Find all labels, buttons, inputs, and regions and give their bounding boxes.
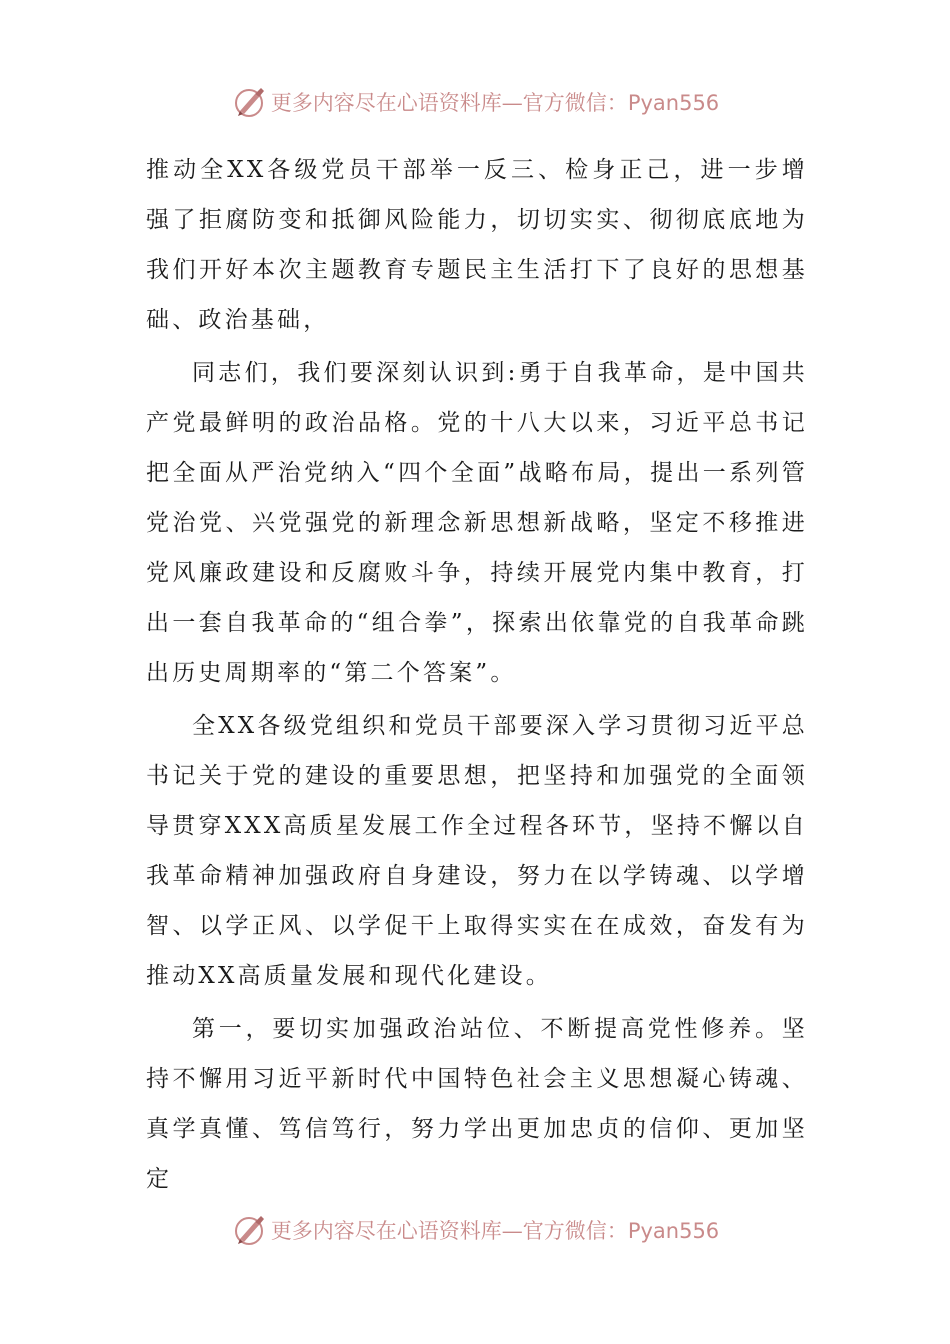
watermark-header bbox=[0, 80, 950, 124]
paragraph-2: 同志们，我们要深刻认识到:勇于自我革命，是中国共产党最鲜明的政治品格。党的十八大以来，习近平总书记把全面从严治党纳入“四个全面”战略布局，提出一系列管党治党、兴党强党的新理念新思想新战略，坚定不移推进党风廉政建设和反腐败斗争，持续开展党内集中教育，打出一套自我革命的“组合拳”，探索出依靠党的自我革命跳出历史周期率的“第二个答案”。 bbox=[146, 360, 808, 686]
paragraph-1: 推动全XX各级党员干部举一反三、检身正己，进一步增强了拒腐防变和抵御风险能力，切切实实、彻彻底底地为我们开好本次主题教育专题民主生活打下了良好的思想基础、政治基础， bbox=[146, 157, 808, 333]
watermark-footer bbox=[0, 1208, 950, 1252]
paragraph-3: 全XX各级党组织和党员干部要深入学习贯彻习近平总书记关于党的建设的重要思想，把坚持和加强党的全面领导贯穿XXX高质星发展工作全过程各环节，坚持不懈以自我革命精神加强政府自身建设，努力在以学铸魂、以学增智、以学正风、以学促干上取得实实在在成效，奋发有为推动XX高质量发展和现代化建设。 bbox=[146, 713, 808, 989]
watermark-text: 更多内容尽在心语资料库—官方微信：Pyan556 bbox=[270, 1219, 720, 1243]
document-body bbox=[146, 145, 808, 1204]
pen-logo-icon bbox=[231, 84, 267, 120]
watermark-text: 更多内容尽在心语资料库—官方微信：Pyan556 bbox=[270, 91, 720, 115]
paragraph-4: 第一，要切实加强政治站位、不断提高党性修养。坚持不懈用习近平新时代中国特色社会主义思想凝心铸魂、真学真懂、笃信笃行，努力学出更加忠贞的信仰、更加坚定 bbox=[146, 1016, 808, 1192]
pen-logo-icon bbox=[231, 1212, 267, 1248]
